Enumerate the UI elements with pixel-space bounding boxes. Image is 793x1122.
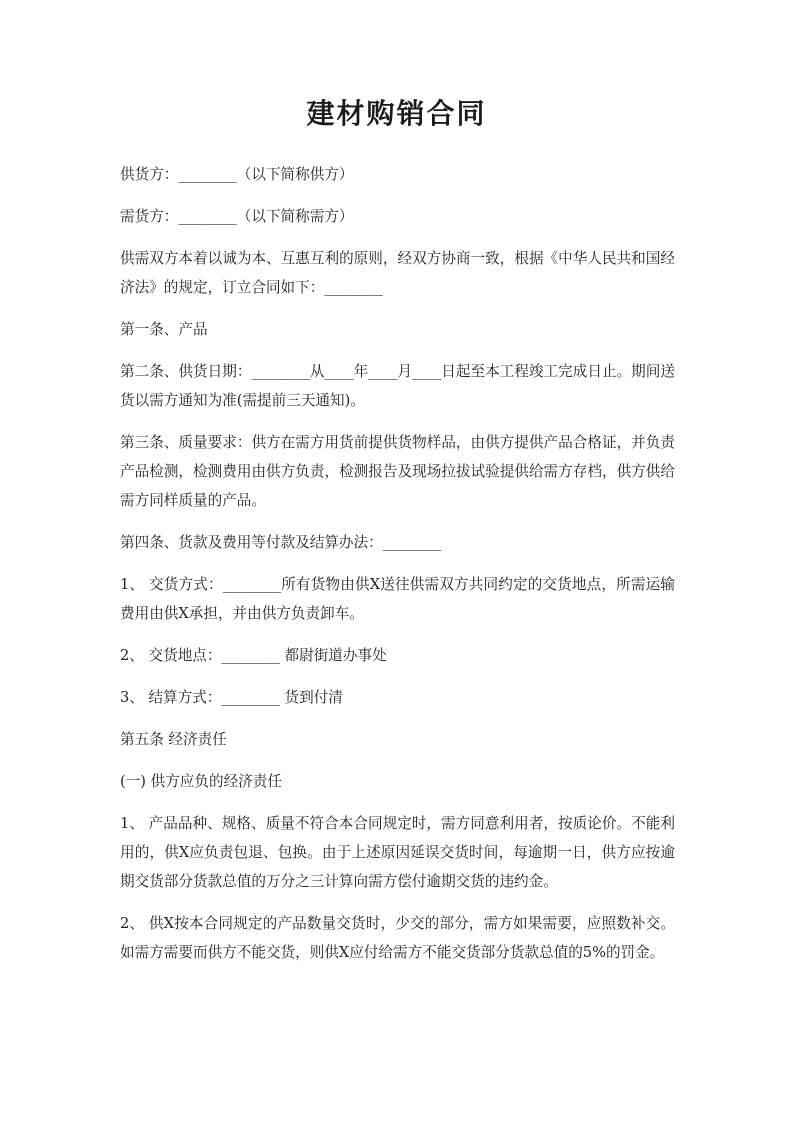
supplier-line: 供货方：________（以下简称供方） [120, 166, 354, 183]
article-1-heading: 第一条、产品 [120, 321, 208, 338]
delivery-method-item: 1、 交货方式：________所有货物由供X送往供需双方共同约定的交货地点，所需运输费用由供X承担，并由供方负责卸车。 [120, 576, 675, 622]
supplier-liability-heading: (一) 供方应负的经济责任 [120, 773, 282, 790]
settlement-method-item: 3、 结算方式：________ 货到付清 [120, 689, 343, 706]
document-title: 建材购销合同 [306, 97, 487, 130]
article-3-paragraph: 第三条、质量要求：供方在需方用货前提供货物样品，由供方提供产品合格证，并负责产品检测，检测费用由供方负责，检测报告及现场拉拔试验提供给需方存档，供方供给需方同样质量的产品。 [120, 434, 675, 509]
buyer-line: 需货方：________（以下简称需方） [120, 208, 354, 225]
article-2-paragraph: 第二条、供货日期：________从____年____月____日起至本工程竣工完成日止。期间送货以需方通知为准(需提前三天通知)。 [120, 363, 675, 409]
preamble-paragraph: 供需双方本着以诚为本、互惠互利的原则，经双方协商一致，根据《中华人民共和国经济法》的规定，订立合同如下：________ [120, 250, 675, 296]
article-4-heading: 第四条、货款及费用等付款及结算办法：________ [120, 534, 442, 551]
liability-item-1: 1、 产品品种、规格、质量不符合本合同规定时，需方同意利用者，按质论价。不能利用的，供X应负责包退、包换。由于上述原因延误交货时间，每逾期一日，供方应按逾期交货部分货款总值的万分之三计算向需方偿付逾期交货的违约金。 [120, 815, 675, 890]
article-5-heading: 第五条 经济责任 [120, 731, 227, 748]
liability-item-2: 2、 供X按本合同规定的产品数量交货时，少交的部分，需方如果需要，应照数补交。如需方需要而供方不能交货，则供X应付给需方不能交货部分货款总值的5%的罚金。 [120, 915, 675, 961]
delivery-location-item: 2、 交货地点：________ 都尉街道办事处 [120, 647, 387, 664]
document-body [120, 160, 675, 980]
